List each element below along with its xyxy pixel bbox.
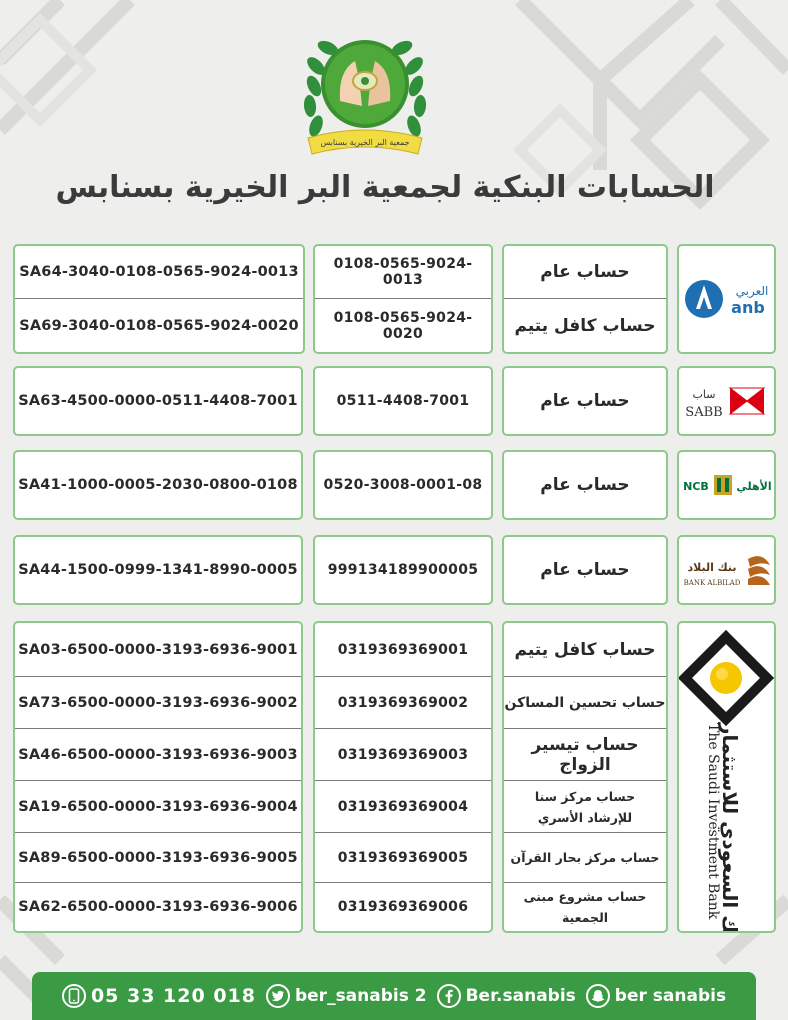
phone-contact[interactable] — [62, 984, 256, 1008]
iban: SA69-3040-0108-0565-9024-0020 — [15, 298, 303, 352]
account-type: حساب مركز سنا للإرشاد الأسري — [504, 780, 666, 832]
account-types-albilad — [502, 535, 668, 605]
snapchat-contact[interactable] — [586, 984, 726, 1008]
svg-text:العربي: العربي — [735, 284, 768, 298]
svg-text:بنك البلاد: بنك البلاد — [686, 561, 737, 574]
svg-text:BANK ALBILAD: BANK ALBILAD — [683, 579, 740, 587]
account-number: 0511-4408-7001 — [336, 393, 470, 409]
twitter-contact[interactable] — [266, 984, 427, 1008]
snapchat-icon — [586, 984, 610, 1008]
iban: SA63-4500-0000-0511-4408-7001 — [18, 393, 298, 409]
bank-logo-albilad — [677, 535, 776, 605]
albilad-logo-icon — [680, 545, 774, 595]
svg-text:الأهلي: الأهلي — [735, 480, 772, 493]
snapchat-handle: ber sanabis — [614, 986, 727, 1006]
account-type: حساب مركز بحار القرآن — [504, 832, 666, 882]
iban-list-sabb — [13, 366, 303, 436]
facebook-icon — [437, 984, 461, 1008]
iban: SA03-6500-0000-3193-6936-9001 — [18, 641, 298, 658]
bank-logo-ncb — [677, 450, 776, 520]
account-type: حساب عام — [540, 475, 630, 495]
iban-list-albilad — [13, 535, 303, 605]
account-number: 0319369369005 — [315, 832, 491, 882]
account-numbers-sabb — [313, 366, 493, 436]
bank-logo-sabb — [677, 366, 776, 436]
account-type: حساب عام — [540, 391, 630, 411]
account-number: 0319369369004 — [315, 780, 491, 832]
iban-list-anb — [13, 244, 305, 354]
svg-text:NCB: NCB — [682, 480, 709, 493]
account-types-ncb — [502, 450, 668, 520]
contact-footer — [32, 972, 756, 1020]
iban-list-saib — [13, 621, 303, 933]
account-type: حساب كافل يتيم — [514, 639, 656, 660]
account-types-anb — [502, 244, 668, 354]
twitter-icon — [266, 984, 290, 1008]
saib-logo-icon — [679, 623, 774, 931]
sabb-logo-icon — [682, 376, 772, 426]
ncb-logo-icon — [680, 465, 774, 505]
iban: SA19-6500-0000-3193-6936-9004 — [15, 780, 301, 832]
account-type: حساب تيسير الزواج — [504, 728, 666, 780]
bank-logo-anb — [677, 244, 776, 354]
account-number: 0108-0565-9024-0020 — [315, 298, 491, 352]
account-type: حساب عام — [540, 560, 630, 580]
account-type: حساب عام — [540, 262, 630, 282]
svg-text:anb: anb — [730, 298, 765, 317]
svg-text:The Saudi Investment Bank: The Saudi Investment Bank — [705, 723, 721, 920]
account-type: حساب مشروع مبنى الجمعية — [504, 882, 666, 931]
iban: SA62-6500-0000-3193-6936-9006 — [15, 882, 301, 931]
account-number: 0319369369003 — [315, 728, 491, 780]
account-number: 999134189900005 — [327, 562, 479, 578]
facebook-contact[interactable] — [437, 984, 576, 1008]
phone-icon — [62, 984, 86, 1008]
twitter-handle: ber_sanabis 2 — [294, 986, 427, 1006]
account-types-saib — [502, 621, 668, 933]
svg-text:البنك السعودي للاستثمار: البنك السعودي للاستثمار — [718, 723, 742, 931]
account-numbers-ncb — [313, 450, 493, 520]
iban: SA41-1000-0005-2030-0800-0108 — [18, 477, 298, 493]
account-number: 0319369369006 — [315, 882, 491, 931]
svg-text:SABB: SABB — [684, 405, 723, 420]
account-number: 0319369369002 — [315, 676, 491, 728]
svg-text:ساب: ساب — [692, 388, 715, 401]
account-numbers-albilad — [313, 535, 493, 605]
account-number: 0319369369001 — [337, 641, 469, 658]
account-number: 0108-0565-9024-0013 — [333, 256, 473, 288]
iban: SA44-1500-0999-1341-8990-0005 — [18, 562, 298, 578]
iban: SA89-6500-0000-3193-6936-9005 — [15, 832, 301, 882]
page-title: الحسابات البنكية لجمعية البر الخيرية بسنابس — [55, 170, 715, 205]
account-type: حساب تحسين المساكن — [504, 676, 666, 728]
account-types-sabb — [502, 366, 668, 436]
phone-number: 05 33 120 018 — [90, 985, 256, 1007]
account-number: 0520-3008-0001-08 — [323, 477, 483, 493]
facebook-handle: Ber.sanabis — [465, 986, 576, 1006]
account-numbers-anb — [313, 244, 493, 354]
account-type: حساب كافل يتيم — [504, 298, 666, 352]
iban: SA46-6500-0000-3193-6936-9003 — [15, 728, 301, 780]
anb-logo-icon — [682, 269, 772, 329]
logo-ribbon-text: جمعية البر الخيرية بسنابس — [320, 138, 410, 147]
account-numbers-saib — [313, 621, 493, 933]
bank-logo-saib — [677, 621, 776, 933]
iban: SA64-3040-0108-0565-9024-0013 — [19, 264, 299, 280]
iban: SA73-6500-0000-3193-6936-9002 — [15, 676, 301, 728]
charity-logo — [300, 26, 430, 162]
iban-list-ncb — [13, 450, 303, 520]
